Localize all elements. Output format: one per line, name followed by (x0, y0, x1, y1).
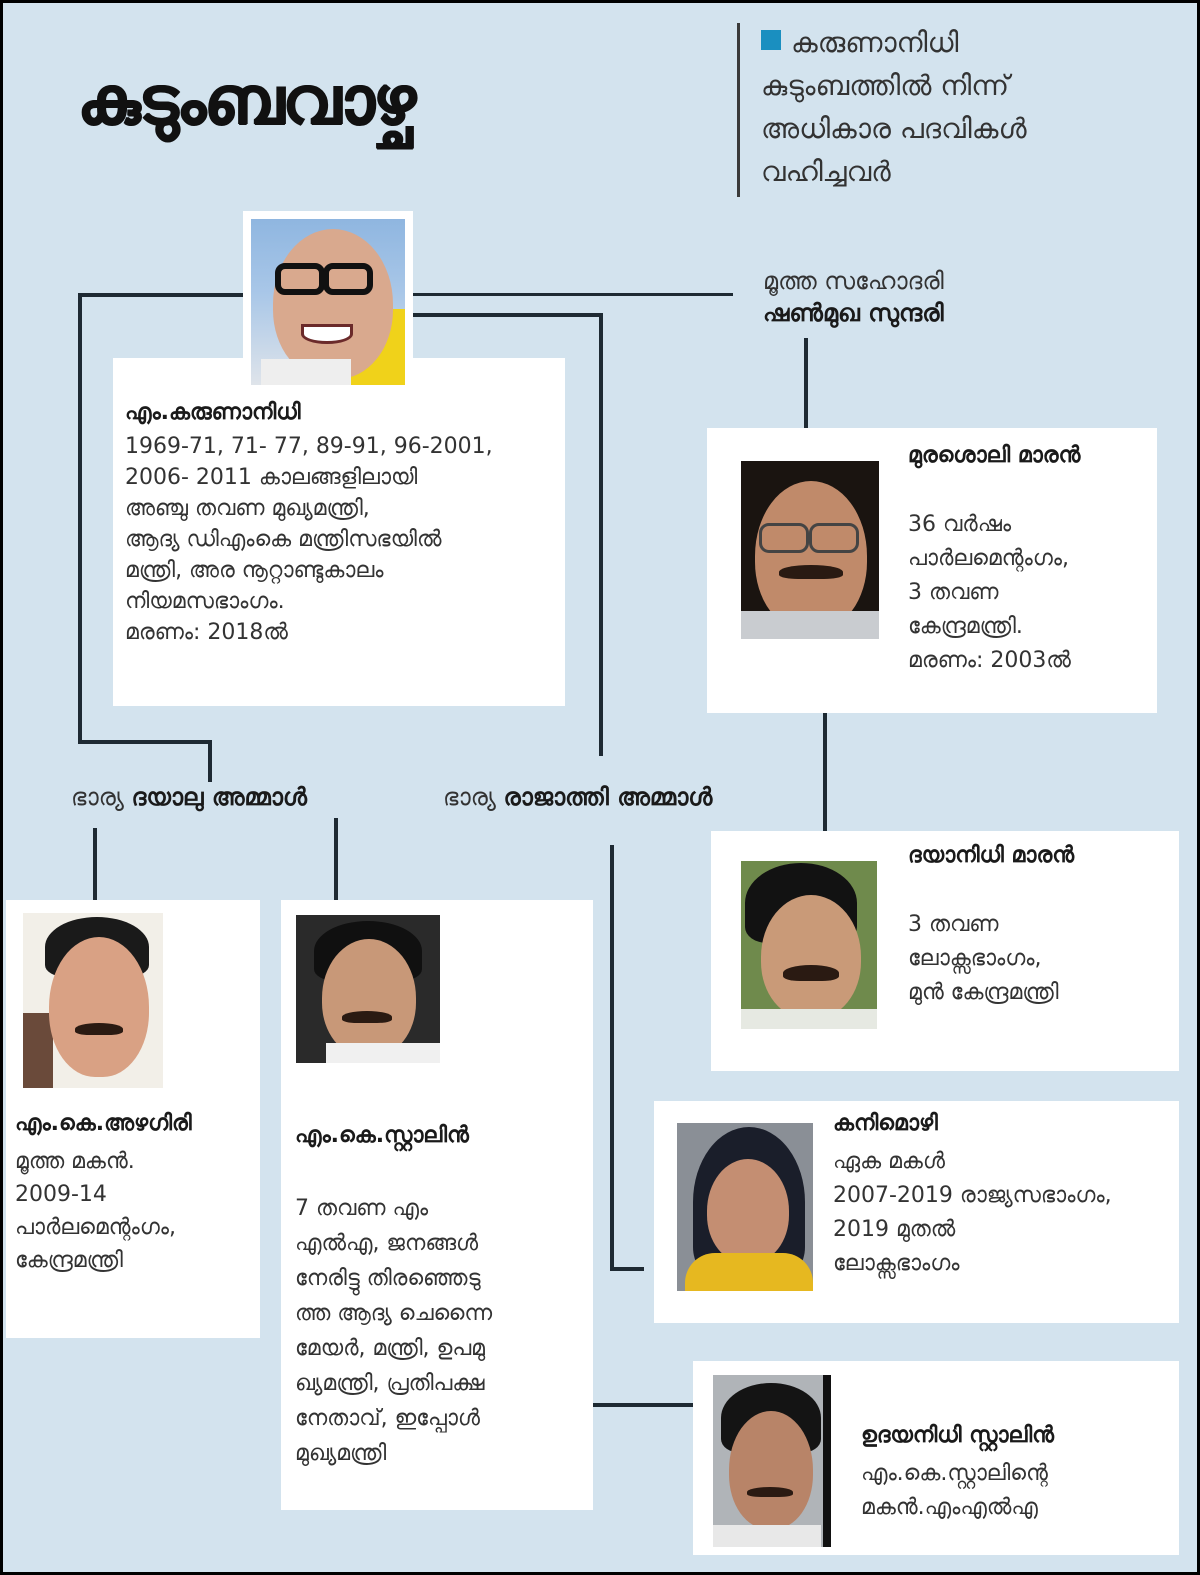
portrait-stalin (296, 915, 440, 1063)
subtitle-line: കുടുംബത്തിൽ നിന്ന് (761, 69, 1010, 102)
portrait-murasoli-maran (741, 461, 879, 639)
person-name: ദയാനിധി മാരൻ (908, 843, 1075, 868)
relation-label-elder-sister: മൂത്ത സഹോദരി ഷൺമുഖ സുന്ദരി (763, 267, 944, 327)
person-name: ഉദയനിധി സ്റ്റാലിൻ (861, 1423, 1054, 1448)
person-description: 7 തവണ എം എൽഎ, ജനങ്ങൾ നേരിട്ടു തിരഞ്ഞെടു ത്ത ആദ്യ ചെന്നൈ മേയർ, മന്ത്രി, ഉപമു ഖ്യമന്ത്രി, പ്രതിപക്ഷ നേതാവ്, ഇപ്പോൾ മുഖ്യമന്ത്രി (295, 1196, 493, 1466)
connector-line (93, 828, 97, 903)
portrait-karunanidhi (251, 219, 405, 385)
person-name: കനിമൊഴി (833, 1111, 938, 1136)
person-description: മൂത്ത മകൻ. 2009-14 പാർലമെന്റംഗം, കേന്ദ്രമന്ത്രി (15, 1149, 176, 1273)
relation-label-wife-dayalu: ഭാര്യ ദയാലു അമ്മാൾ (71, 783, 307, 811)
person-description: 3 തവണ ലോക്സഭാംഗം, മുൻ കേന്ദ്രമന്ത്രി (908, 912, 1059, 1005)
connector-line (78, 740, 212, 744)
connector-line (804, 338, 808, 436)
subtitle-line: വഹിച്ചവർ (761, 155, 891, 188)
portrait-dayanidhi-maran (741, 861, 877, 1029)
connector-line (599, 313, 603, 756)
accent-square-icon (761, 30, 781, 50)
portrait-kanimozhi (677, 1123, 813, 1291)
connector-line (610, 845, 614, 1270)
person-name: മുരശൊലി മാരൻ (908, 443, 1081, 468)
portrait-azhagiri (23, 913, 163, 1088)
person-name: എം.കരുണാനിധി (125, 400, 301, 425)
infographic-canvas (3, 3, 1197, 1572)
person-description: ഏക മകൾ 2007-2019 രാജ്യസഭാംഗം, 2019 മുതൽ ലോക്സഭാംഗം (833, 1149, 1112, 1276)
connector-line (413, 293, 733, 296)
person-description: 36 വർഷം പാർലമെന്റംഗം, 3 തവണ കേന്ദ്രമന്ത്രി. മരണം: 2003ൽ (908, 512, 1071, 673)
connector-line (610, 1267, 644, 1271)
connector-line (78, 293, 82, 743)
subtitle-line: അധികാര പദവികൾ (761, 112, 1027, 145)
person-description: 1969-71, 71- 77, 89-91, 96-2001, 2006- 2011 കാലങ്ങളിലായി അഞ്ചു തവണ മുഖ്യമന്ത്രി, ആദ്യ ഡിഎംകെ മന്ത്രിസഭയിൽ മന്ത്രി, അര നൂറ്റാണ്ടുകാലം നിയമസഭാംഗം. മരണം: 2018ൽ (125, 434, 493, 645)
person-name: എം.കെ.അഴഗിരി (15, 1111, 192, 1136)
person-name: എം.കെ.സ്റ്റാലിൻ (295, 1123, 469, 1148)
subtitle (761, 21, 1181, 193)
connector-line (411, 313, 601, 317)
header-divider (737, 23, 740, 197)
connector-line (208, 740, 212, 782)
connector-line (78, 293, 246, 297)
page-title: കുടുംബവാഴ്ച (78, 62, 415, 139)
connector-line (334, 818, 338, 908)
portrait-udhayanidhi (713, 1375, 831, 1547)
subtitle-line: കരുണാനിധി (791, 26, 959, 59)
person-description: എം.കെ.സ്റ്റാലിന്റെ മകൻ.എംഎൽഎ (861, 1461, 1048, 1520)
relation-label-wife-rajathi: ഭാര്യ രാജാത്തി അമ്മാൾ (443, 783, 713, 811)
